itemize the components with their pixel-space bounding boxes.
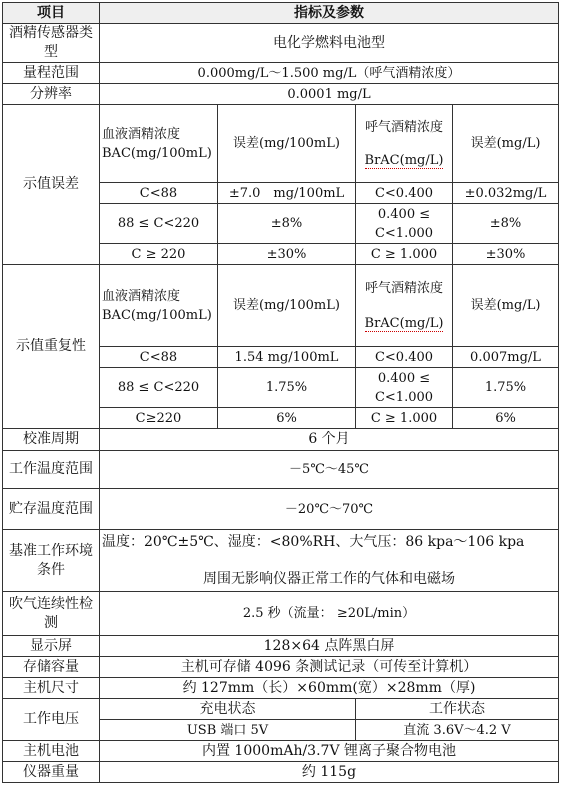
env-line2: 周围无影响仪器正常工作的气体和电磁场: [203, 570, 455, 587]
battery-value: 内置 1000mAh/3.7V 锂离子聚合物电池: [100, 741, 559, 762]
storage-value: 主机可存储 4096 条测试记录（可传至计算机）: [100, 657, 559, 678]
repeat-r1-brac-err: 1.75%: [453, 368, 559, 408]
row-blow: [3, 592, 559, 636]
env-line1: 温度：20℃±5℃、湿度：<80%RH、大气压：86 kpa～106 kpa: [102, 533, 525, 550]
repeat-label: 示值重复性: [3, 265, 100, 429]
row-calibration: [3, 429, 559, 451]
blow-value: 2.5 秒（流量： ≥20L/min）: [100, 592, 559, 636]
store-temp-value: －20℃～70℃: [100, 489, 559, 530]
voltage-label: 工作电压: [3, 699, 100, 741]
error-r2-brac: C ≥ 1.000: [356, 244, 453, 265]
error-r1-bac: 88 ≤ C<220: [100, 204, 218, 244]
repeat-r0-brac-err: 0.007mg/L: [453, 347, 559, 368]
sensor-label: 酒精传感器类型: [3, 24, 100, 63]
error-head-bac: 血液酒精浓度BAC(mg/100mL): [100, 105, 218, 183]
voltage-work-value: 直流 3.6V～4.2 V: [356, 720, 559, 741]
row-weight: [3, 762, 559, 783]
repeat-head-brac-top: 呼气酒精浓度: [364, 280, 443, 296]
range-value: 0.000mg/L～1.500 mg/L（呼气酒精浓度）: [100, 63, 559, 84]
row-range: [3, 63, 559, 84]
error-r0-bac: C<88: [100, 183, 218, 204]
repeat-head-row: [3, 265, 559, 347]
row-env: [3, 530, 559, 592]
row-voltage-head: [3, 699, 559, 720]
error-r1-brac: 0.400 ≤ C<1.000: [356, 204, 453, 244]
error-r2-bac-err: ±30%: [218, 244, 356, 265]
error-head-brac-top: 呼气酒精浓度: [364, 119, 443, 135]
repeat-r2-brac-err: 6%: [453, 408, 559, 429]
row-battery: [3, 741, 559, 762]
weight-label: 仪器重量: [3, 762, 100, 783]
display-value: 128×64 点阵黑白屏: [100, 636, 559, 657]
voltage-charge-value: USB 端口 5V: [100, 720, 356, 741]
weight-value: 约 115g: [100, 762, 559, 783]
error-r1-brac-err: ±8%: [453, 204, 559, 244]
display-label: 显示屏: [3, 636, 100, 657]
repeat-r1-bac-err: 1.75%: [218, 368, 356, 408]
row-resolution: [3, 84, 559, 105]
error-head-brac-unit: BrAC(mg/L): [364, 152, 444, 168]
repeat-head-brac: [356, 265, 453, 347]
repeat-head-brac-err: 误差(mg/L): [453, 265, 559, 347]
storage-label: 存储容量: [3, 657, 100, 678]
op-temp-label: 工作温度范围: [3, 451, 100, 489]
battery-label: 主机电池: [3, 741, 100, 762]
row-size: [3, 678, 559, 699]
error-r1-bac-err: ±8%: [218, 204, 356, 244]
header-spec: 指标及参数: [100, 3, 559, 24]
sensor-value: 电化学燃料电池型: [100, 24, 559, 63]
size-label: 主机尺寸: [3, 678, 100, 699]
row-store-temp: [3, 489, 559, 530]
repeat-r1-bac: 88 ≤ C<220: [100, 368, 218, 408]
calibration-label: 校准周期: [3, 429, 100, 451]
error-head-brac: [356, 105, 453, 183]
repeat-r0-bac-err: 1.54 mg/100mL: [218, 347, 356, 368]
spec-table: [2, 2, 559, 783]
error-head-row: [3, 105, 559, 183]
repeat-head-brac-unit: BrAC(mg/L): [364, 315, 444, 331]
calibration-value: 6 个月: [100, 429, 559, 451]
voltage-charge-head: 充电状态: [100, 699, 356, 720]
error-r0-brac: C<0.400: [356, 183, 453, 204]
repeat-r0-brac: C<0.400: [356, 347, 453, 368]
env-label: 基准工作环境条件: [3, 530, 100, 592]
voltage-work-head: 工作状态: [356, 699, 559, 720]
range-label: 量程范围: [3, 63, 100, 84]
env-value: [100, 530, 559, 592]
store-temp-label: 贮存温度范围: [3, 489, 100, 530]
error-head-brac-err: 误差(mg/L): [453, 105, 559, 183]
op-temp-value: －5℃～45℃: [100, 451, 559, 489]
row-storage: [3, 657, 559, 678]
repeat-r2-brac: C ≥ 1.000: [356, 408, 453, 429]
header-row: [3, 3, 559, 24]
repeat-r1-brac: 0.400 ≤ C<1.000: [356, 368, 453, 408]
header-item: 项目: [3, 3, 100, 24]
row-sensor: [3, 24, 559, 63]
repeat-head-bac-err: 误差(mg/100mL): [218, 265, 356, 347]
size-value: 约 127mm（长）×60mm(宽）×28mm（厚): [100, 678, 559, 699]
error-r0-bac-err: ±7.0 mg/100mL: [218, 183, 356, 204]
error-head-bac-err: 误差(mg/100mL): [218, 105, 356, 183]
repeat-r0-bac: C<88: [100, 347, 218, 368]
error-r2-brac-err: ±30%: [453, 244, 559, 265]
error-r2-bac: C ≥ 220: [100, 244, 218, 265]
row-op-temp: [3, 451, 559, 489]
repeat-r2-bac-err: 6%: [218, 408, 356, 429]
repeat-head-bac: 血液酒精浓度BAC(mg/100mL): [100, 265, 218, 347]
blow-label: 吹气连续性检测: [3, 592, 100, 636]
repeat-r2-bac: C≥220: [100, 408, 218, 429]
row-display: [3, 636, 559, 657]
error-label: 示值误差: [3, 105, 100, 265]
resolution-label: 分辨率: [3, 84, 100, 105]
resolution-value: 0.0001 mg/L: [100, 84, 559, 105]
error-r0-brac-err: ±0.032mg/L: [453, 183, 559, 204]
